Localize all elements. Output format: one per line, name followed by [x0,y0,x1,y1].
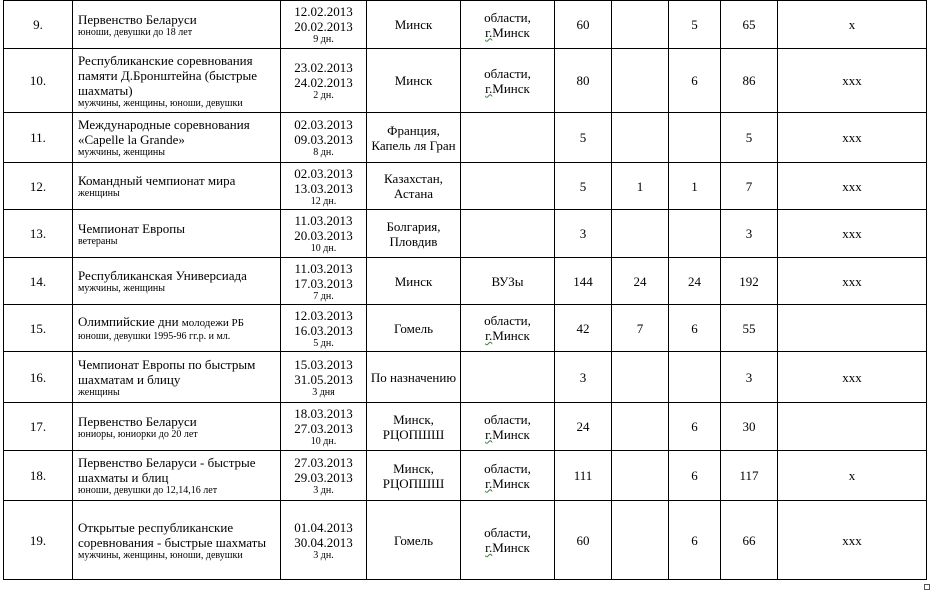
row-number: 13. [4,210,73,258]
count-c1: 3 [555,352,612,403]
count-total: 65 [721,1,778,49]
row-number: 18. [4,451,73,501]
place-cell: Минск [367,49,461,113]
table-row [4,305,927,352]
participants-from: области, г.Минск [484,411,531,442]
duration: 12 дн. [310,195,337,207]
date-end: 20.02.2013 [294,19,353,34]
count-c3: 6 [669,403,721,451]
count-total: 117 [721,451,778,501]
event-cell [73,258,281,305]
table-row [4,113,927,163]
count-total: 30 [721,403,778,451]
duration: 8 дн. [313,147,334,158]
row-number: 14. [4,258,73,305]
table-row [4,501,927,580]
date-end: 16.03.2013 [294,322,353,338]
count-c2 [612,49,669,113]
dates-cell [281,163,367,210]
event-title: Командный чемпионат мира [78,173,236,188]
duration: 3 дня [312,386,335,398]
mark-cell: xxx [778,352,927,403]
count-c2 [612,501,669,580]
event-title: Открытые республиканские соревнования - быстрые шахматы [78,519,267,550]
date-start: 23.02.2013 [294,60,353,75]
count-c2: 24 [612,258,669,305]
date-start: 01.04.2013 [294,519,353,535]
event-participants: юноши, девушки до 12,14,16 лет [78,485,218,496]
date-start: 02.03.2013 [294,117,353,132]
event-cell [73,163,281,210]
place-cell: Гомель [367,305,461,352]
event-participants: юниоры, юниорки до 20 лет [78,428,198,440]
participants-from-cell [461,1,555,49]
dates-cell [281,451,367,501]
event-participants: женщины [78,188,120,199]
event-title: Республиканские соревнования памяти Д.Бронштейна (быстрые шахматы) [78,52,258,98]
dates-cell [281,113,367,163]
event-title: Первенство Беларуси [78,413,197,429]
participants-from-cell [461,305,555,352]
place-cell: Франция, Капель ля Гран [367,113,461,163]
participants-from-cell [461,501,555,580]
date-start: 11.03.2013 [294,260,353,276]
participants-from-cell [461,49,555,113]
count-total: 7 [721,163,778,210]
count-c2 [612,210,669,258]
duration: 10 дн. [310,436,337,447]
place-cell: Болгария, Пловдив [367,210,461,258]
event-cell [73,1,281,49]
participants-from-cell [461,451,555,501]
date-start: 18.03.2013 [294,406,353,421]
dates-cell [281,1,367,49]
count-c1: 5 [555,113,612,163]
event-title: Олимпийские дни [78,314,179,329]
event-participants: мужчины, женщины, юноши, девушки [78,549,243,561]
mark-cell: xxx [778,113,927,163]
count-c3 [669,352,721,403]
events-table [3,0,927,580]
count-c3: 6 [669,501,721,580]
row-number: 19. [4,501,73,580]
count-c3: 6 [669,49,721,113]
mark-cell [778,305,927,352]
row-number: 17. [4,403,73,451]
count-total: 192 [721,258,778,305]
date-start: 15.03.2013 [294,356,353,372]
table-row [4,352,927,403]
dates-cell [281,403,367,451]
event-title: Чемпионат Европы [78,220,185,236]
duration: 3 дн. [313,549,334,561]
row-number: 11. [4,113,73,163]
count-total: 55 [721,305,778,352]
event-title: Первенство Беларуси [78,11,197,27]
event-participants: юноши, девушки до 18 лет [78,26,193,38]
count-c3: 1 [669,163,721,210]
count-total: 66 [721,501,778,580]
event-participants: ветераны [78,235,118,247]
place-cell: Минск [367,1,461,49]
count-total: 3 [721,352,778,403]
count-c1: 60 [555,501,612,580]
participants-from-cell [461,403,555,451]
count-c1: 3 [555,210,612,258]
event-cell [73,49,281,113]
table-body [4,1,927,580]
mark-cell: xxx [778,501,927,580]
count-c3: 6 [669,305,721,352]
duration: 2 дн. [313,90,334,101]
date-start: 12.02.2013 [294,4,353,19]
duration: 7 дн. [313,290,334,302]
table-row [4,210,927,258]
mark-cell: xxx [778,210,927,258]
count-c3 [669,113,721,163]
mark-cell: xxx [778,163,927,210]
dates-cell [281,501,367,580]
place-cell: Минск, РЦОПШШ [367,403,461,451]
count-c1: 111 [555,451,612,501]
date-end: 27.03.2013 [294,421,353,436]
count-c1: 42 [555,305,612,352]
count-c2: 1 [612,163,669,210]
dates-cell [281,49,367,113]
event-title-suffix: молодежи РБ [181,317,244,329]
count-c2 [612,403,669,451]
mark-cell: xxx [778,49,927,113]
event-title: Международные соревнования «Capelle la Grande» [78,117,250,147]
table-row [4,163,927,210]
duration: 9 дн. [313,34,334,45]
date-start: 02.03.2013 [294,165,353,181]
date-end: 24.02.2013 [294,75,353,90]
count-c2 [612,113,669,163]
dates-cell [281,258,367,305]
dates-cell [281,352,367,403]
event-participants: мужчины, женщины [78,147,165,158]
place-cell: Минск [367,258,461,305]
table-resize-handle[interactable] [924,584,930,590]
date-end: 29.03.2013 [294,470,353,485]
event-cell [73,501,281,580]
mark-cell [778,403,927,451]
count-c2 [612,1,669,49]
row-number: 15. [4,305,73,352]
date-end: 09.03.2013 [294,132,353,147]
duration: 3 дн. [313,485,334,496]
mark-cell: x [778,1,927,49]
event-cell [73,403,281,451]
duration: 5 дн. [313,337,334,349]
row-number: 10. [4,49,73,113]
place-cell: Минск, РЦОПШШ [367,451,461,501]
participants-from-cell [461,163,555,210]
event-cell [73,210,281,258]
event-title: Чемпионат Европы по быстрым шахматам и блицу [78,356,256,387]
participants-from-cell [461,113,555,163]
place-cell: По назначению [367,352,461,403]
count-total: 3 [721,210,778,258]
table-row [4,258,927,305]
participants-from-cell [461,352,555,403]
count-c1: 5 [555,163,612,210]
event-title: Республиканская Универсиада [78,268,247,283]
table-row [4,49,927,113]
dates-cell [281,210,367,258]
event-participants: мужчины, женщины [78,283,165,294]
event-participants: мужчины, женщины, юноши, девушки [78,97,243,109]
count-c3: 5 [669,1,721,49]
participants-from-cell: ВУЗы [461,258,555,305]
participants-from: области, г.Минск [484,9,531,40]
table-row [4,451,927,501]
count-c3: 24 [669,258,721,305]
count-c1: 60 [555,1,612,49]
event-cell [73,352,281,403]
place-cell: Гомель [367,501,461,580]
date-start: 12.03.2013 [294,307,353,323]
date-start: 27.03.2013 [294,455,353,470]
row-number: 12. [4,163,73,210]
count-c1: 80 [555,49,612,113]
date-end: 30.04.2013 [294,534,353,550]
date-start: 11.03.2013 [294,213,353,228]
date-end: 20.03.2013 [294,228,353,243]
date-end: 17.03.2013 [294,275,353,291]
dates-cell [281,305,367,352]
count-total: 86 [721,49,778,113]
event-title: Первенство Беларуси - быстрые шахматы и блиц [78,455,256,485]
participants-from: области, г.Минск [484,460,531,491]
event-cell [73,451,281,501]
count-total: 5 [721,113,778,163]
place-cell: Казахстан, Астана [367,163,461,210]
row-number: 9. [4,1,73,49]
date-end: 31.05.2013 [294,371,353,387]
count-c3: 6 [669,451,721,501]
date-end: 13.03.2013 [294,180,353,196]
count-c1: 24 [555,403,612,451]
participants-from: области, г.Минск [484,313,531,343]
participants-from-cell [461,210,555,258]
table-row [4,1,927,49]
table-row [4,403,927,451]
event-participants: женщины [78,386,120,398]
count-c3 [669,210,721,258]
mark-cell: xxx [778,258,927,305]
event-cell [73,113,281,163]
count-c2 [612,451,669,501]
count-c2: 7 [612,305,669,352]
event-cell [73,305,281,352]
count-c2 [612,352,669,403]
participants-from: области, г.Минск [484,525,531,555]
mark-cell: x [778,451,927,501]
row-number: 16. [4,352,73,403]
event-participants: юноши, девушки 1995-96 гг.р. и мл. [78,331,231,342]
count-c1: 144 [555,258,612,305]
participants-from: области, г.Минск [484,65,531,96]
duration: 10 дн. [310,243,337,254]
